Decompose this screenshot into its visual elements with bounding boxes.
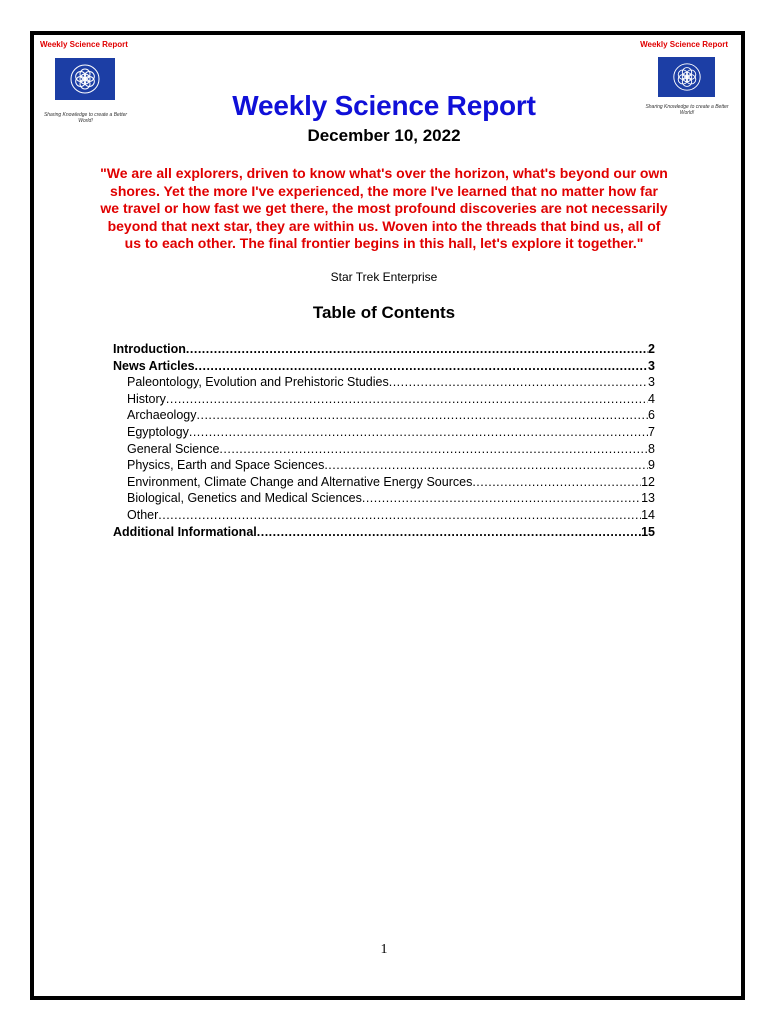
- page-number: 1: [380, 942, 388, 957]
- toc-leader-dots: [186, 342, 648, 356]
- toc-leader-dots: [324, 458, 648, 472]
- table-of-contents: [113, 342, 655, 541]
- header-title-left: Weekly Science Report: [40, 40, 128, 49]
- report-date: December 10, 2022: [307, 126, 461, 145]
- toc-heading: Table of Contents: [312, 303, 456, 322]
- toc-entry-page: 15: [641, 524, 655, 539]
- toc-entry-page: 7: [648, 424, 655, 439]
- toc-entry-biological[interactable]: [113, 491, 655, 508]
- toc-entry-label: Other: [127, 507, 159, 522]
- tagline-right: Sharing Knowledge to create a Better World!: [645, 104, 729, 116]
- toc-entry-label: Egyptology: [127, 424, 189, 439]
- toc-entry-page: 3: [648, 358, 655, 373]
- toc-entry-page: 3: [648, 375, 655, 390]
- toc-entry-label: Archaeology: [127, 408, 197, 423]
- toc-entry-label: Paleontology, Evolution and Prehistoric Studies: [127, 375, 389, 390]
- toc-entry-news-articles[interactable]: [113, 359, 655, 376]
- toc-entry-page: 6: [648, 408, 655, 423]
- toc-leader-dots: [197, 408, 649, 422]
- toc-entry-page: 14: [641, 507, 655, 522]
- toc-entry-label: General Science: [127, 441, 220, 456]
- toc-entry-page: 8: [648, 441, 655, 456]
- toc-entry-label: Biological, Genetics and Medical Sciences: [127, 491, 362, 506]
- toc-entry-label: News Articles: [113, 358, 195, 373]
- header-title-right: Weekly Science Report: [640, 40, 728, 49]
- toc-entry-page: 4: [648, 391, 655, 406]
- toc-entry-additional-informational[interactable]: [113, 525, 655, 542]
- toc-entry-page: 13: [641, 491, 655, 506]
- toc-leader-dots: [158, 508, 641, 522]
- toc-leader-dots: [362, 491, 641, 505]
- toc-entry-history[interactable]: [113, 392, 655, 409]
- toc-entry-page: 12: [641, 474, 655, 489]
- toc-leader-dots: [389, 375, 648, 389]
- toc-leader-dots: [219, 442, 648, 456]
- document-title: Weekly Science Report: [232, 90, 536, 121]
- toc-leader-dots: [189, 425, 648, 439]
- toc-leader-dots: [257, 525, 641, 539]
- quote-text: "We are all explorers, driven to know what's over the horizon, what's beyond our own shores. Yet the more I've experienced, the more I've learned that no matter how far we travel or how fast we get there, the most profound discoveries are not necessarily beyond that next star, they are within us. Woven into the threads that bind us, all of us to each other. The final frontier begins in this hall, let's explore it together.": [100, 165, 668, 251]
- toc-entry-label: History: [127, 391, 166, 406]
- tagline-left: Sharing Knowledge to create a Better World!: [43, 112, 128, 124]
- toc-entry-general-science[interactable]: [113, 442, 655, 459]
- toc-entry-egyptology[interactable]: [113, 425, 655, 442]
- toc-entry-label: Environment, Climate Change and Alternative Energy Sources: [127, 474, 473, 489]
- toc-entry-archaeology[interactable]: [113, 408, 655, 425]
- flower-of-life-icon: [671, 61, 703, 93]
- quote-attribution: Star Trek Enterprise: [330, 270, 438, 284]
- toc-leader-dots: [195, 359, 649, 373]
- toc-entry-page: 9: [648, 458, 655, 473]
- toc-leader-dots: [166, 392, 648, 406]
- toc-entry-page: 2: [648, 342, 655, 356]
- toc-leader-dots: [472, 475, 641, 489]
- toc-entry-label: Introduction: [113, 342, 186, 356]
- toc-entry-environment[interactable]: [113, 475, 655, 492]
- toc-entry-label: Additional Informational: [113, 524, 257, 539]
- toc-entry-other[interactable]: [113, 508, 655, 525]
- toc-entry-paleontology[interactable]: [113, 375, 655, 392]
- toc-entry-physics[interactable]: [113, 458, 655, 475]
- toc-entry-label: Physics, Earth and Space Sciences: [127, 458, 325, 473]
- toc-entry-introduction[interactable]: [113, 342, 655, 359]
